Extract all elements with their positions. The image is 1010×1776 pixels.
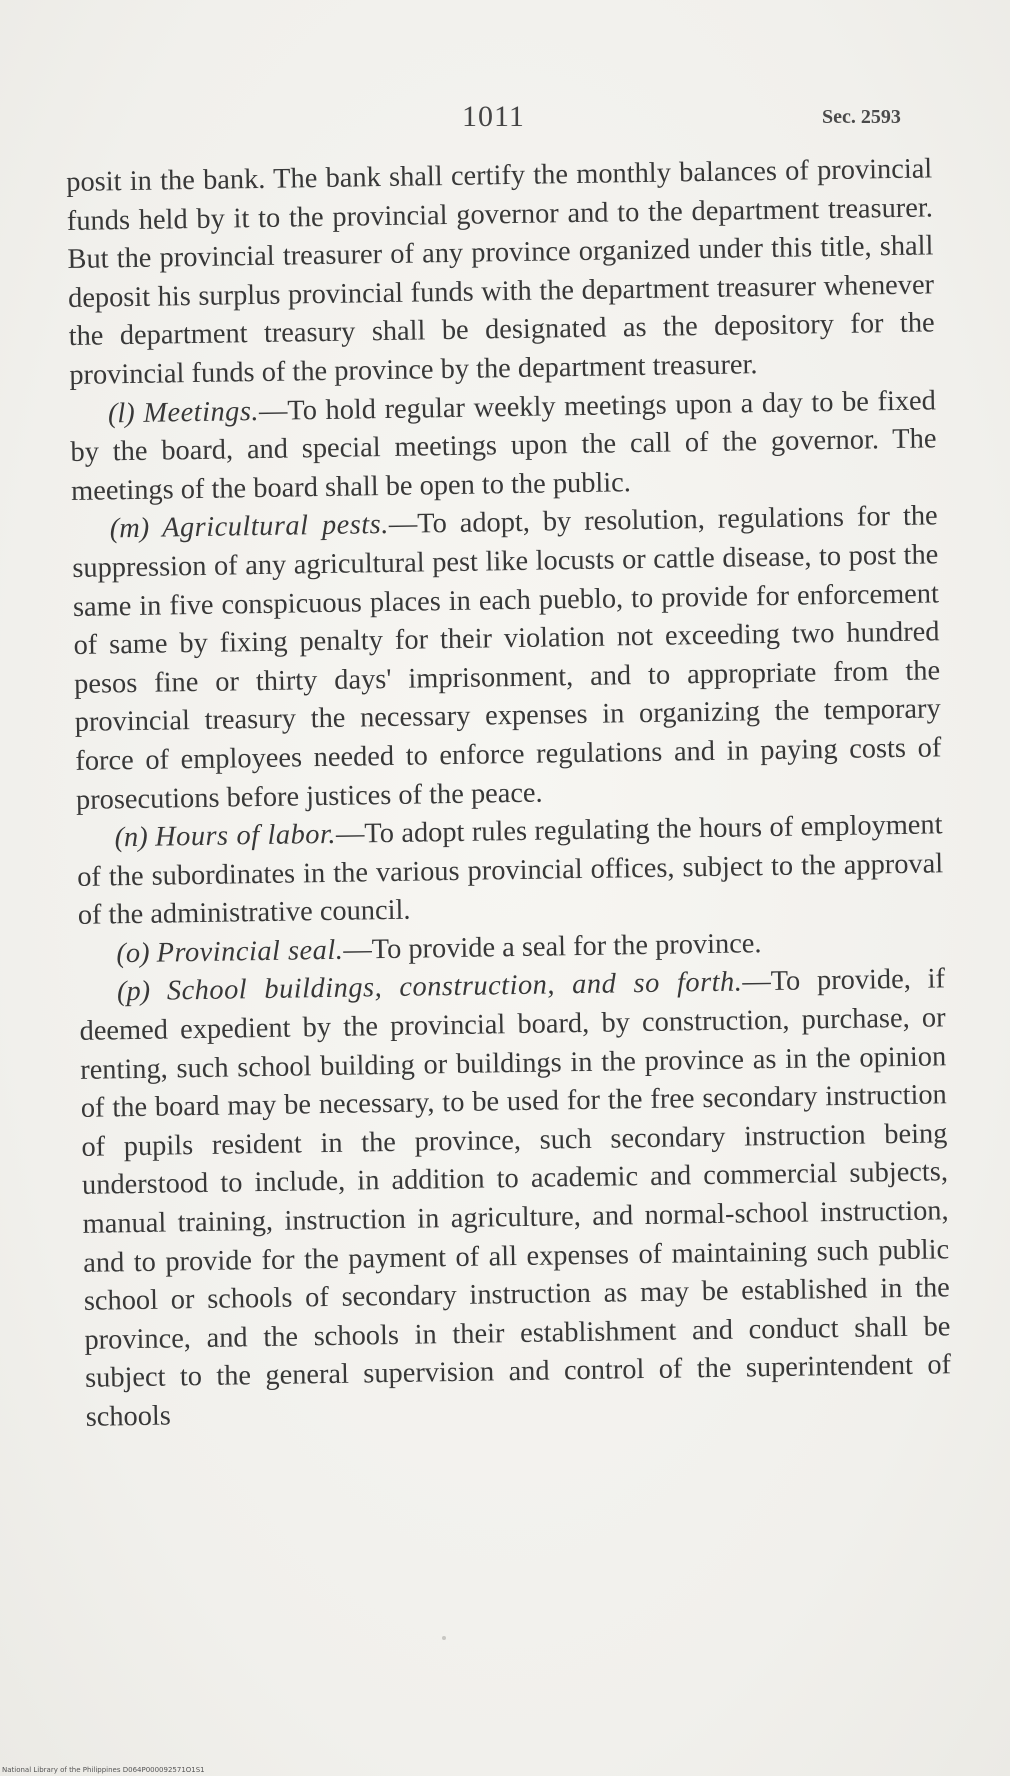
clause-text: —To provide a seal for the province. <box>343 928 762 966</box>
paragraph-n-hours-of-labor <box>76 806 944 935</box>
body-text <box>66 150 952 1437</box>
section-reference: Sec. 2593 <box>822 106 901 128</box>
clause-marker: (n) <box>114 821 148 854</box>
clause-text: —To adopt, by resolution, regulations for the suppression of any agricultural pest like locusts or cattle disease, to post the same in five conspicuous places in each pueblo, to provide for enforcement of same by fixing penalty for their violation not exceeding two hundred pesos fine or thirty days' imprisonment, and to appropriate from the provincial treasury the necessary expenses in organizing the temporary force of employees needed to enforce regulations and in paying costs of prosecutions before justices of the peace. <box>72 500 942 816</box>
clause-text: —To provide, if deemed expedient by the provincial board, by construction, purchase, or renting, such school building or buildings in the province as in the opinion of the board may be necessary, to be used for the free secondary instruction of pupils resident in the province, such secondary instruction being understood to include, in addition to academic and commercial subjects, manual training, instruction in agriculture, and normal-school instruction, and to provide for the payment of all expenses of maintaining such public school or schools of secondary instruction as may be established in the province, and the schools in their establishment and conduct shall be subject to the general supervision and control of the superintendent of schools <box>79 963 952 1433</box>
paragraph-m-agricultural-pests <box>71 498 942 820</box>
clause-text: —To hold regular weekly meetings upon a day to be fixed by the board, and special meetings upon the call of the governor. The meetings of the board shall be open to the public. <box>70 384 937 507</box>
clause-title: Agricultural pests. <box>161 509 390 544</box>
clause-marker: (o) <box>116 937 150 970</box>
clause-title: Hours of labor. <box>154 818 337 853</box>
clause-title: School buildings, construction, and so forth. <box>166 966 743 1007</box>
clause-marker: (l) <box>107 397 135 429</box>
paragraph-p-school-buildings <box>79 961 952 1438</box>
clause-title: Provincial seal. <box>156 934 344 969</box>
clause-marker: (p) <box>116 976 151 1008</box>
clause-text: —To adopt rules regulating the hours of employment of the subordinates in the various provincial offices, subject to the approval of the administrative council. <box>76 809 944 932</box>
clause-title: Meetings. <box>143 395 260 429</box>
page-number: 1011 <box>462 100 525 133</box>
clause-marker: (m) <box>109 513 150 545</box>
scan-credit: National Library of the Philippines D064P000092571O1S1 <box>2 1766 205 1774</box>
scan-speck <box>442 1636 446 1640</box>
page-header <box>0 100 1010 140</box>
paragraph-l-meetings <box>70 382 938 511</box>
paragraph-continuation: posit in the bank. The bank shall certify the monthly balances of provincial funds held by it to the provincial governor and to the department treasurer. But the provincial treasurer of any province organized under this title, shall deposit his surplus provincial funds with the department treasurer whenever the department treasury shall be designated as the depository for the provincial funds of the province by the department treasurer. <box>66 153 935 391</box>
